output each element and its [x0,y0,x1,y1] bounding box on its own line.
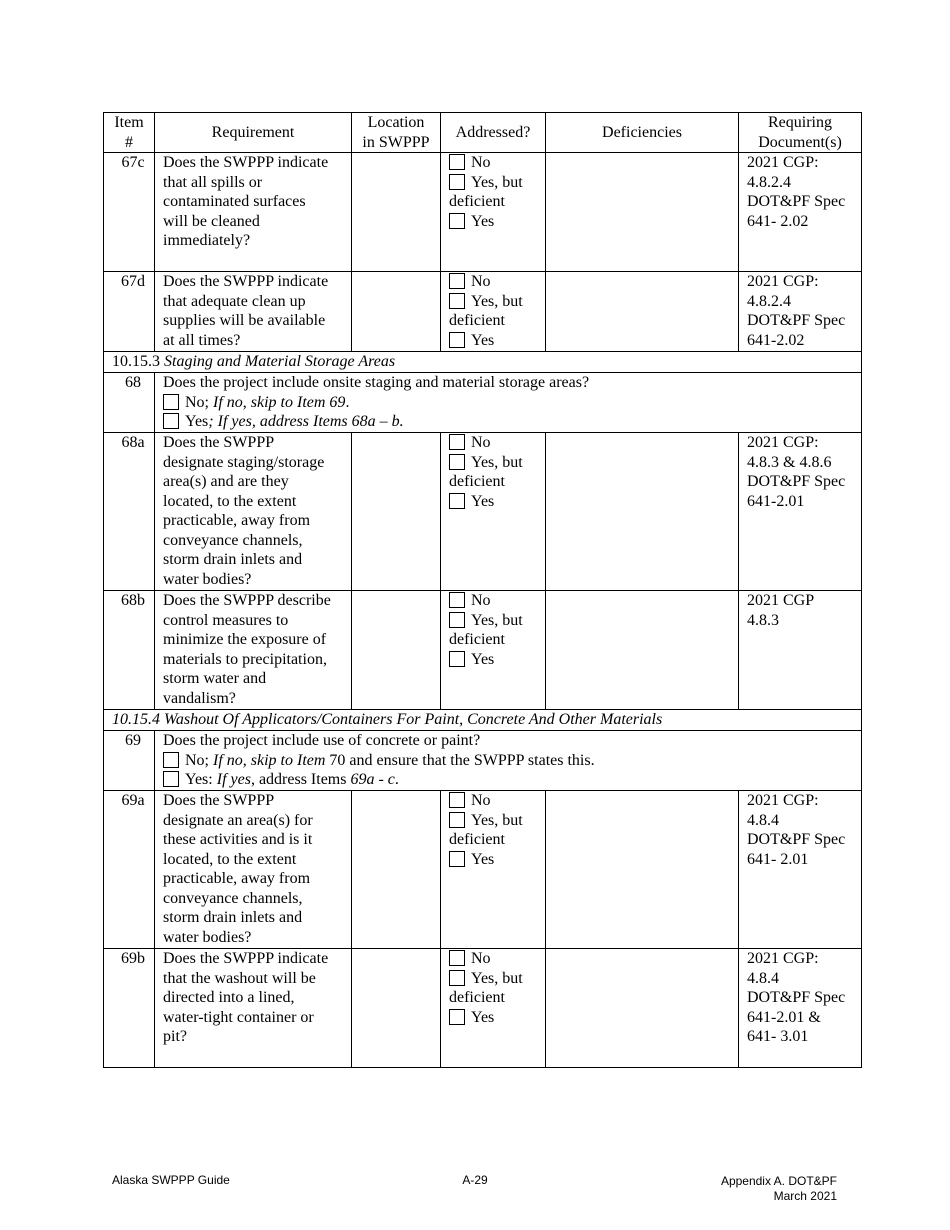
deficiencies-cell[interactable] [546,433,739,591]
header-location: Location in SWPPP [352,113,441,153]
yes-checkbox[interactable] [163,413,179,429]
question-cell: Does the project include use of concrete or paint? No; If no, skip to Item 70 and ensure that the SWPPP states this. Yes: If yes, address Items 69a - c. [155,731,862,791]
table-row-68a [104,433,862,591]
checklist-table [103,112,862,1068]
requirement-cell: Does the SWPPP describe control measures to minimize the exposure of materials to precipitation, storm water and vandalism? [155,591,352,710]
deficiencies-cell[interactable] [546,153,739,272]
no-checkbox[interactable] [449,273,465,289]
question-cell: Does the project include onsite staging and material storage areas? No; If no, skip to Item 69. Yes; If yes, address Items 68a – b. [155,373,862,433]
no-checkbox[interactable] [449,154,465,170]
yes-checkbox[interactable] [449,1009,465,1025]
section-heading: 10.15.4 Washout Of Applicators/Containers For Paint, Concrete And Other Materials [104,710,862,731]
item-number: 68b [104,591,155,710]
table-row-69 [104,731,862,791]
addressed-cell: No Yes, but deficient Yes [441,591,546,710]
footer-left: Alaska SWPPP Guide [112,1173,230,1187]
requiring-documents-cell: 2021 CGP: 4.8.2.4 DOT&PF Spec 641-2.02 [739,272,862,352]
location-cell[interactable] [352,433,441,591]
no-checkbox[interactable] [449,950,465,966]
deficiencies-cell[interactable] [546,591,739,710]
table-row-68 [104,373,862,433]
no-checkbox[interactable] [449,434,465,450]
yes-checkbox[interactable] [449,651,465,667]
deficiencies-cell[interactable] [546,949,739,1068]
header-addressed: Addressed? [441,113,546,153]
addressed-cell: No Yes, but deficient Yes [441,791,546,949]
requirement-cell: Does the SWPPP indicate that the washout will be directed into a lined, water-tight container or pit? [155,949,352,1068]
requiring-documents-cell: 2021 CGP: 4.8.3 & 4.8.6 DOT&PF Spec 641-2.01 [739,433,862,591]
requiring-documents-cell: 2021 CGP 4.8.3 [739,591,862,710]
section-row-washout [104,710,862,731]
requiring-documents-cell: 2021 CGP: 4.8.2.4 DOT&PF Spec 641- 2.02 [739,153,862,272]
footer-right: Appendix A. DOT&PF March 2021 [720,1174,837,1203]
section-heading: 10.15.3 Staging and Material Storage Areas [104,352,862,373]
yes-checkbox[interactable] [449,851,465,867]
item-number: 69 [104,731,155,791]
no-checkbox[interactable] [449,592,465,608]
yes-but-deficient-checkbox[interactable] [449,970,465,986]
table-row-68b [104,591,862,710]
header-requiring-documents: Requiring Document(s) [739,113,862,153]
header-requirement: Requirement [155,113,352,153]
table-row-69a [104,791,862,949]
table-row-69b [104,949,862,1068]
header-deficiencies: Deficiencies [546,113,739,153]
item-number: 69b [104,949,155,1068]
location-cell[interactable] [352,949,441,1068]
item-number: 68 [104,373,155,433]
yes-but-deficient-checkbox[interactable] [449,454,465,470]
header-item: Item # [104,113,155,153]
yes-checkbox[interactable] [163,771,179,787]
location-cell[interactable] [352,272,441,352]
requirement-cell: Does the SWPPP indicate that all spills or contaminated surfaces will be cleaned immediately? [155,153,352,272]
requirement-cell: Does the SWPPP designate staging/storage area(s) and are they located, to the extent practicable, away from conveyance channels, storm drain inlets and water bodies? [155,433,352,591]
item-number: 67d [104,272,155,352]
footer-page-number: A-29 [462,1173,488,1187]
yes-checkbox[interactable] [449,213,465,229]
yes-checkbox[interactable] [449,493,465,509]
item-number: 69a [104,791,155,949]
section-row-staging [104,352,862,373]
yes-but-deficient-checkbox[interactable] [449,812,465,828]
item-number: 67c [104,153,155,272]
deficiencies-cell[interactable] [546,272,739,352]
requiring-documents-cell: 2021 CGP: 4.8.4 DOT&PF Spec 641-2.01 & 641- 3.01 [739,949,862,1068]
requirement-cell: Does the SWPPP indicate that adequate clean up supplies will be available at all times? [155,272,352,352]
addressed-cell: No Yes, but deficient Yes [441,272,546,352]
header-row [104,113,862,153]
table-row-67d [104,272,862,352]
yes-checkbox[interactable] [449,332,465,348]
yes-but-deficient-checkbox[interactable] [449,612,465,628]
yes-but-deficient-checkbox[interactable] [449,174,465,190]
addressed-cell: No Yes, but deficient Yes [441,153,546,272]
yes-but-deficient-checkbox[interactable] [449,293,465,309]
requiring-documents-cell: 2021 CGP: 4.8.4 DOT&PF Spec 641- 2.01 [739,791,862,949]
deficiencies-cell[interactable] [546,791,739,949]
location-cell[interactable] [352,791,441,949]
location-cell[interactable] [352,591,441,710]
no-checkbox[interactable] [163,752,179,768]
no-checkbox[interactable] [163,394,179,410]
addressed-cell: No Yes, but deficient Yes [441,433,546,591]
no-checkbox[interactable] [449,792,465,808]
table-row-67c [104,153,862,272]
location-cell[interactable] [352,153,441,272]
requirement-cell: Does the SWPPP designate an area(s) for these activities and is it located, to the extent practicable, away from conveyance channels, storm drain inlets and water bodies? [155,791,352,949]
item-number: 68a [104,433,155,591]
addressed-cell: No Yes, but deficient Yes [441,949,546,1068]
